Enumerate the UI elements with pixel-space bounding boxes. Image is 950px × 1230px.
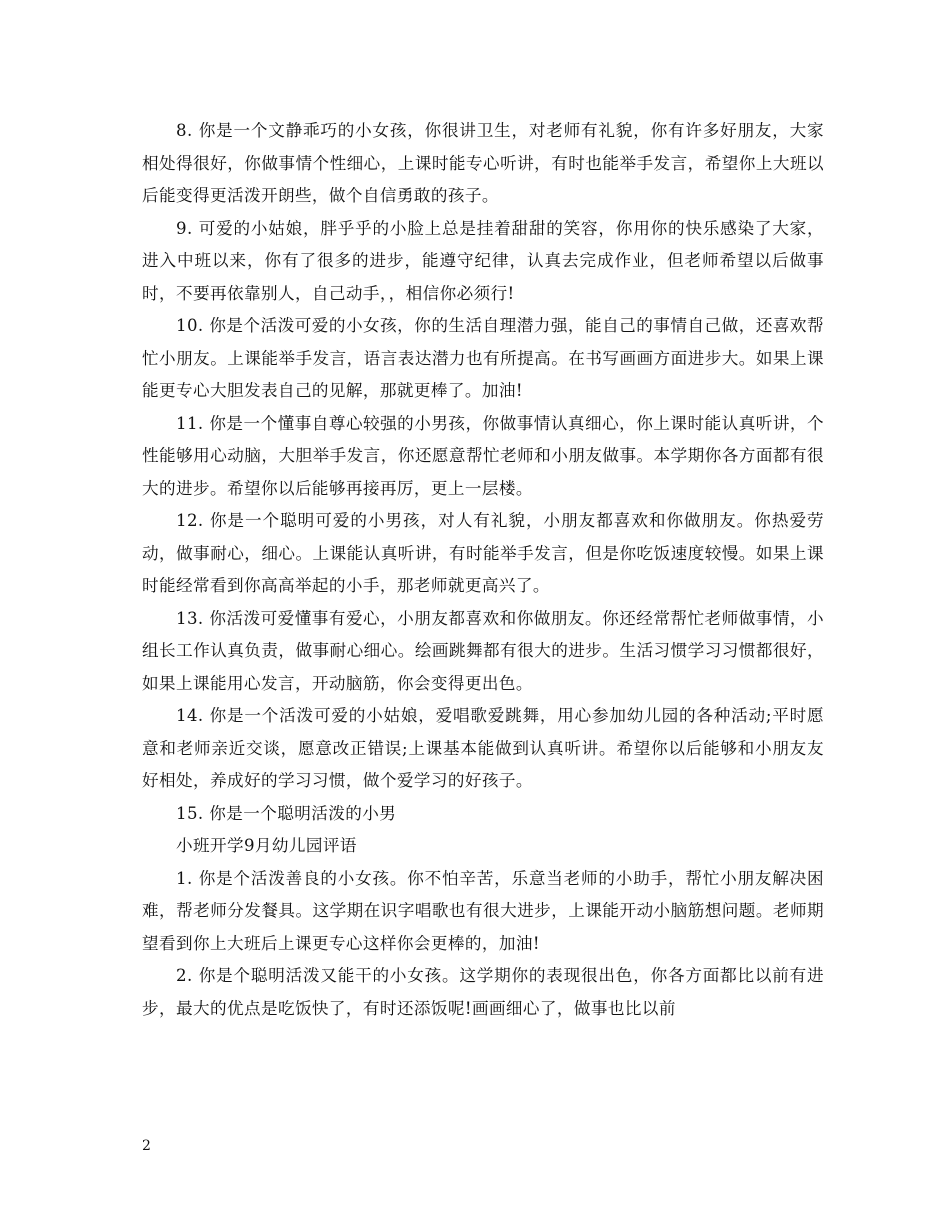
- comment-paragraph-15: 15. 你是一个聪明活泼的小男: [176, 803, 397, 823]
- comment-paragraph-10: 10. 你是个活泼可爱的小女孩，你的生活自理潜力强，能自己的事情自己做，还喜欢帮忙小朋友。上课能举手发言，语言表达潜力也有所提高。在书写画画方面进步大。如果上课能更专心大胆发表自己的见解，那就更棒了。加油!: [142, 316, 824, 400]
- comment-paragraph-13: 13. 你活泼可爱懂事有爱心，小朋友都喜欢和你做朋友。你还经常帮忙老师做事情，小组长工作认真负责，做事耐心细心。绘画跳舞都有很大的进步。生活习惯学习习惯都很好，如果上课能用心发言，开动脑筋，你会变得更出色。: [142, 608, 824, 693]
- comment-paragraph-1: 1. 你是个活泼善良的小女孩。你不怕辛苦，乐意当老师的小助手，帮忙小朋友解决困难，帮老师分发餐具。这学期在识字唱歌也有很大进步，上课能开动小脑筋想问题。老师期望看到你上大班后上课更专心这样你会更棒的，加油!: [142, 868, 824, 953]
- page-number: 2: [142, 1138, 151, 1154]
- comment-paragraph-14: 14. 你是一个活泼可爱的小姑娘，爱唱歌爱跳舞，用心参加幼儿园的各种活动;平时愿意和老师亲近交谈，愿意改正错误;上课基本能做到认真听讲。希望你以后能够和小朋友友好相处，养成好的学习习惯，做个爱学习的好孩子。: [142, 706, 824, 790]
- section-heading: 小班开学9月幼儿园评语: [176, 836, 357, 855]
- comment-paragraph-2: 2. 你是个聪明活泼又能干的小女孩。这学期你的表现很出色，你各方面都比以前有进步，最大的优点是吃饭快了，有时还添饭呢!画画细心了，做事也比以前: [142, 966, 824, 1018]
- comment-paragraph-9: 9. 可爱的小姑娘，胖乎乎的小脸上总是挂着甜甜的笑容，你用你的快乐感染了大家，进入中班以来，你有了很多的进步，能遵守纪律，认真去完成作业，但老师希望以后做事时，不要再依靠别人，自己动手，，相信你必须行!: [142, 218, 824, 303]
- document-body: [142, 115, 824, 1025]
- comment-paragraph-8: 8. 你是一个文静乖巧的小女孩，你很讲卫生，对老师有礼貌，你有许多好朋友，大家相处得很好，你做事情个性细心，上课时能专心听讲，有时也能举手发言，希望你上大班以后能变得更活泼开朗些，做个自信勇敢的孩子。: [142, 121, 824, 205]
- comment-paragraph-12: 12. 你是一个聪明可爱的小男孩，对人有礼貌，小朋友都喜欢和你做朋友。你热爱劳动，做事耐心，细心。上课能认真听讲，有时能举手发言，但是你吃饭速度较慢。如果上课时能经常看到你高高举起的小手，那老师就更高兴了。: [142, 511, 824, 595]
- comment-paragraph-11: 11. 你是一个懂事自尊心较强的小男孩，你做事情认真细心，你上课时能认真听讲，个性能够用心动脑，大胆举手发言，你还愿意帮忙老师和小朋友做事。本学期你各方面都有很大的进步。希望你以后能够再接再厉，更上一层楼。: [142, 413, 824, 498]
